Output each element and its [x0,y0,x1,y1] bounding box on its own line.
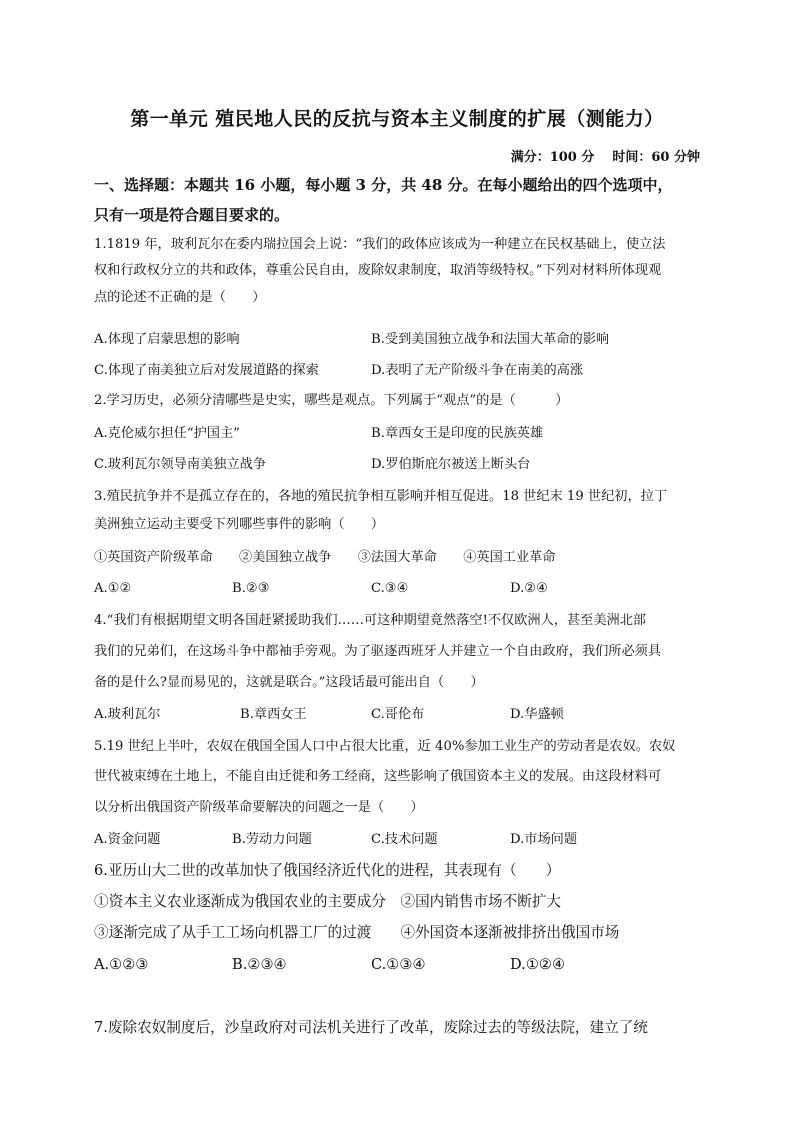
question-5-line: 5.19 世纪上半叶，农奴在俄国全国人口中占很大比重，近 40%参加工业生产的劳动者是农奴。农奴 [94,739,676,754]
question-5-option-a: A.资金问题 [94,832,161,847]
question-3-option-c: C.③④ [371,581,409,596]
question-6-line: 6.亚历山大二世的改革加快了俄国经济近代化的进程，其表现有（ ） [94,862,561,879]
question-3-option-a: A.①② [94,581,132,596]
question-6-items: ①资本主义农业逐渐成为俄国农业的主要成分 ②国内销售市场不断扩大 [94,893,562,910]
question-6-option-c: C.①③④ [371,956,426,973]
question-6-option-b: B.②③④ [232,956,287,973]
question-4-option-c: C.哥伦布 [371,707,425,722]
section-heading-line: 只有一项是符合题目要求的。 [94,206,290,224]
question-3-items: ①英国资产阶级革命 ②美国独立战争 ③法国大革命 ④英国工业革命 [94,550,556,565]
question-7-line: 7.废除农奴制度后，沙皇政府对司法机关进行了改革，废除过去的等级法院，建立了统 [94,1019,648,1036]
question-4-option-d: D.华盛顿 [510,707,564,722]
question-2-option-b: B.章西女王是印度的民族英雄 [371,426,544,441]
question-6-option-d: D.①②④ [510,956,566,973]
exam-time: 时间：60 分钟 [612,150,700,165]
question-3-line: 美洲独立运动主要受下列哪些事件的影响（ ） [94,517,385,532]
question-4-option-a: A.玻利瓦尔 [94,707,161,722]
section-heading [94,170,704,230]
exam-meta [511,146,700,165]
question-4-line: 我们的兄弟们，在这场斗争中都袖手旁观。为了驱逐西班牙人并建立一个自由政府，我们所必须具 [94,644,662,659]
page-title: 第一单元 殖民地人民的反抗与资本主义制度的扩展（测能力） [130,108,664,130]
question-1-option-d: D.表明了无产阶级斗争在南美的高涨 [371,363,584,378]
question-5-option-d: D.市场问题 [510,832,578,847]
question-1-line: 1.1819 年，玻利瓦尔在委内瑞拉国会上说：“我们的政体应该成为一种建立在民权基础上，使立法 [94,237,666,252]
question-1-option-a: A.体现了启蒙思想的影响 [94,332,240,347]
question-2-option-d: D.罗伯斯庇尔被送上断头台 [371,457,531,472]
section-heading-line: 一、选择题：本题共 16 小题，每小题 3 分，共 48 分。在每小题给出的四个选项中， [94,176,673,194]
question-3-line: 3.殖民抗争并不是孤立存在的，各地的殖民抗争相互影响并相互促进。18 世纪末 19 世纪初，拉丁 [94,489,668,504]
question-1-option-b: B.受到美国独立战争和法国大革命的影响 [371,332,610,347]
question-5-option-c: C.技术问题 [371,832,438,847]
question-6-option-a: A.①②③ [94,956,149,973]
question-3-option-b: B.②③ [232,581,270,596]
question-1-line: 点的论述不正确的是（ ） [94,290,266,305]
question-6-items: ③逐渐完成了从手工工场向机器工厂的过渡 ④外国资本逐渐被排挤出俄国市场 [94,924,620,941]
question-4-line: 4.“我们有根据期望文明各国赶紧援助我们……可这种期望竟然落空!不仅欧洲人，甚至美洲北部 [94,613,647,628]
question-2-line: 2.学习历史，必须分清哪些是史实，哪些是观点。下列属于“观点”的是（ ） [94,393,569,408]
question-4-option-b: B.章西女王 [240,707,307,722]
question-2-option-c: C.玻利瓦尔领导南美独立战争 [94,457,267,472]
full-score: 满分：100 分 [510,150,595,165]
question-2-option-a: A.克伦威尔担任“护国主” [94,426,240,441]
question-5-line: 以分析出俄国资产阶级革命要解决的问题之一是（ ） [94,800,424,815]
question-5-line: 世代被束缚在土地上，不能自由迁徙和务工经商，这些影响了俄国资本主义的发展。由这段材料可 [94,769,662,784]
question-3-option-d: D.②④ [510,581,548,596]
question-1-option-c: C.体现了南美独立后对发展道路的探索 [94,363,319,378]
question-4-line: 备的是什么?显而易见的，这就是联合。”这段话最可能出自（ ） [94,675,484,690]
question-5-option-b: B.劳动力问题 [232,832,312,847]
question-1-line: 权和行政权分立的共和政体，尊重公民自由，废除奴隶制度，取消等级特权。”下列对材料所体现观 [94,263,662,278]
